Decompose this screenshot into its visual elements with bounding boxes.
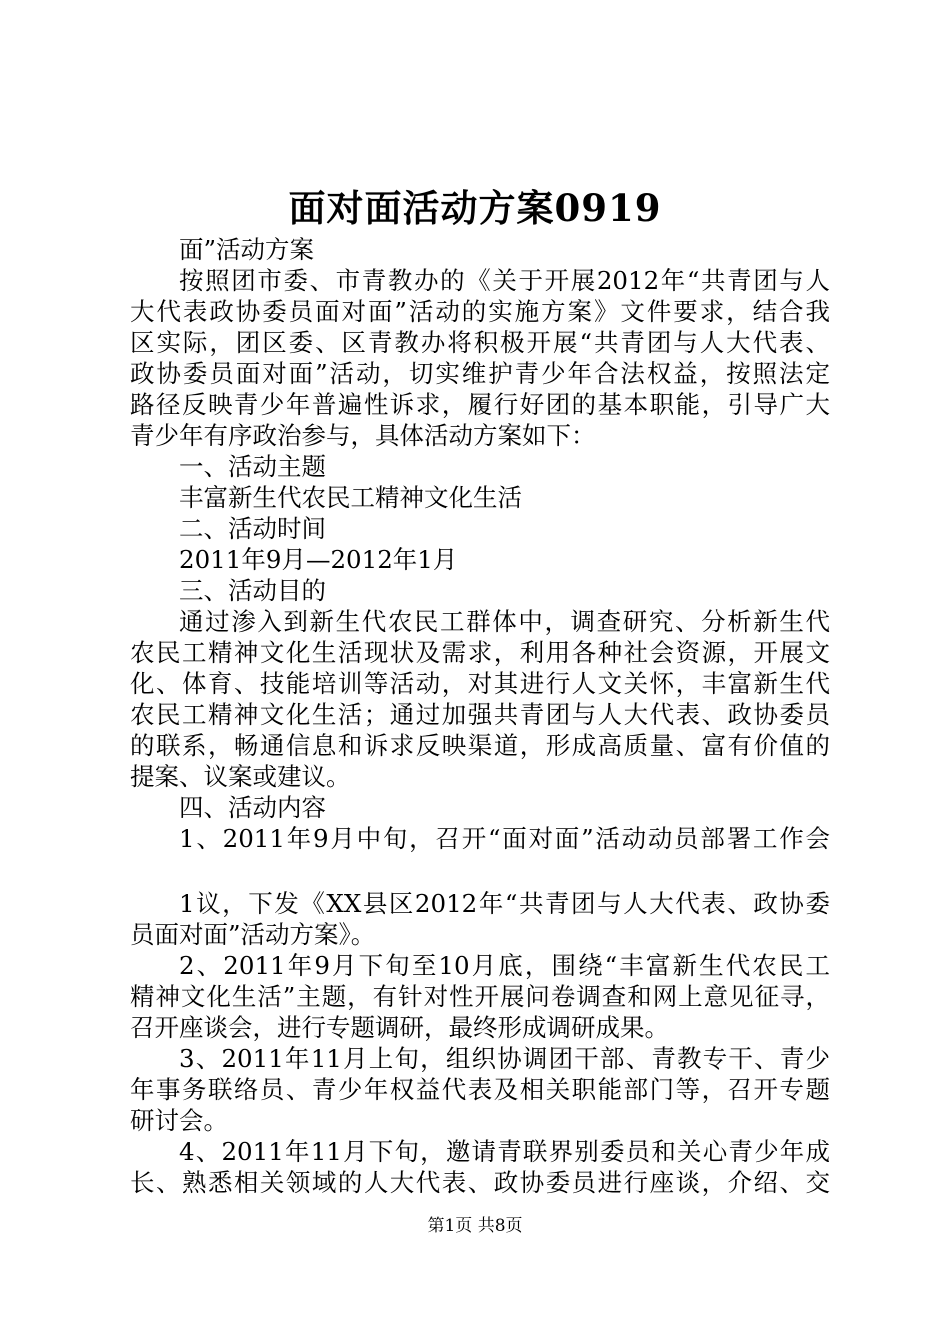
text-line: 4、2011年11月下旬，邀请青联界别委员和关心青少年成: [179, 1137, 830, 1166]
text-line: 按照团市委、市青教办的《关于开展2012年“共青团与人: [179, 266, 830, 295]
text-line: 长、熟悉相关领域的人大代表、政协委员进行座谈，介绍、交: [130, 1168, 830, 1197]
text-line: 丰富新生代农民工精神文化生活: [179, 483, 522, 512]
text-line: 年事务联络员、青少年权益代表及相关职能部门等，召开专题: [130, 1075, 830, 1104]
text-line: 召开座谈会，进行专题调研，最终形成调研成果。: [130, 1013, 669, 1042]
text-line: 员面对面”活动方案》。: [130, 920, 376, 949]
text-line: 2、2011年9月下旬至10月底，围绕“丰富新生代农民工: [179, 951, 830, 980]
text-line: 面”活动方案: [179, 235, 315, 264]
text-line: 化、体育、技能培训等活动，对其进行人文关怀，丰富新生代: [130, 669, 830, 698]
text-line: 大代表政协委员面对面”活动的实施方案》文件要求，结合我: [130, 297, 830, 326]
text-line: 1、2011年9月中旬，召开“面对面”活动动员部署工作会: [179, 824, 830, 853]
text-line: 农民工精神文化生活现状及需求，利用各种社会资源，开展文: [130, 638, 830, 667]
section-heading: 一、活动主题: [179, 452, 326, 481]
text-line: 的联系，畅通信息和诉求反映渠道，形成高质量、富有价值的: [130, 731, 830, 760]
text-line: 1议，下发《XX县区2012年“共青团与人大代表、政协委: [179, 889, 830, 918]
text-line: 提案、议案或建议。: [130, 762, 351, 791]
text-line: 路径反映青少年普遍性诉求，履行好团的基本职能，引导广大: [130, 390, 830, 419]
text-line: 政协委员面对面”活动，切实维护青少年合法权益，按照法定: [130, 359, 830, 388]
document-title: 面对面活动方案0919: [288, 186, 662, 230]
blank-gap: [130, 854, 830, 888]
text-line: 青少年有序政治参与，具体活动方案如下：: [130, 421, 596, 450]
section-heading: 二、活动时间: [179, 514, 326, 543]
text-line: 区实际，团区委、区青教办将积极开展“共青团与人大代表、: [130, 328, 830, 357]
text-line: 3、2011年11月上旬，组织协调团干部、青教专干、青少: [179, 1044, 830, 1073]
document-body: [130, 234, 830, 1198]
section-heading: 三、活动目的: [179, 576, 326, 605]
text-line: 精神文化生活”主题，有针对性开展问卷调查和网上意见征寻，: [130, 982, 830, 1011]
text-line: 通过渗入到新生代农民工群体中，调查研究、分析新生代: [179, 607, 830, 636]
text-line: 2011年9月—2012年1月: [179, 545, 458, 574]
section-heading: 四、活动内容: [179, 793, 326, 822]
page-number-footer: 第1页 共8页: [427, 1216, 523, 1236]
text-line: 研讨会。: [130, 1106, 228, 1135]
text-line: 农民工精神文化生活；通过加强共青团与人大代表、政协委员: [130, 700, 830, 729]
